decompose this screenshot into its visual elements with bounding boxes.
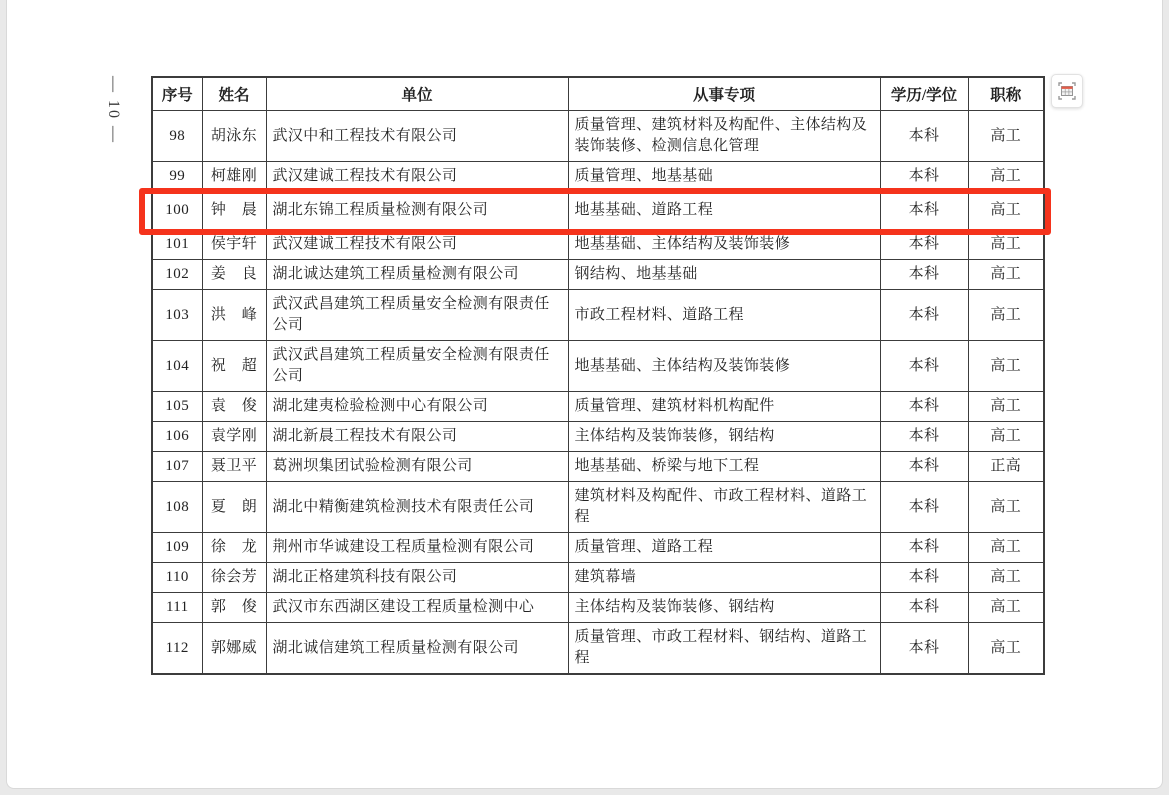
cell-person-name: 郭 俊 — [202, 593, 266, 623]
cell-organization: 武汉建诚工程技术有限公司 — [266, 230, 568, 260]
cell-organization: 湖北正格建筑科技有限公司 — [266, 563, 568, 593]
header-degree: 学历/学位 — [880, 77, 968, 111]
cell-person-name: 洪 峰 — [202, 290, 266, 341]
table-row — [152, 533, 1044, 563]
cell-organization: 湖北诚达建筑工程质量检测有限公司 — [266, 260, 568, 290]
cell-title: 高工 — [968, 290, 1044, 341]
cell-degree: 本科 — [880, 260, 968, 290]
cell-serial-number: 102 — [152, 260, 202, 290]
table-row — [152, 162, 1044, 192]
cell-person-name: 夏 朗 — [202, 482, 266, 533]
cell-specialty: 质量管理、建筑材料机构配件 — [568, 392, 880, 422]
cell-person-name: 钟 晨 — [202, 192, 266, 230]
cell-organization: 武汉武昌建筑工程质量安全检测有限责任公司 — [266, 290, 568, 341]
cell-organization: 武汉中和工程技术有限公司 — [266, 111, 568, 162]
cell-serial-number: 109 — [152, 533, 202, 563]
cell-serial-number: 104 — [152, 341, 202, 392]
personnel-table — [151, 76, 1045, 675]
cell-specialty: 钢结构、地基基础 — [568, 260, 880, 290]
cell-organization: 武汉建诚工程技术有限公司 — [266, 162, 568, 192]
cell-serial-number: 101 — [152, 230, 202, 260]
cell-specialty: 地基基础、主体结构及装饰装修 — [568, 341, 880, 392]
cell-title: 高工 — [968, 482, 1044, 533]
cell-degree: 本科 — [880, 533, 968, 563]
cell-serial-number: 107 — [152, 452, 202, 482]
cell-degree: 本科 — [880, 290, 968, 341]
cell-degree: 本科 — [880, 422, 968, 452]
cell-specialty: 质量管理、地基基础 — [568, 162, 880, 192]
cell-title: 正高 — [968, 452, 1044, 482]
table-row — [152, 290, 1044, 341]
cell-title: 高工 — [968, 392, 1044, 422]
table-selection-icon — [1056, 80, 1078, 102]
cell-serial-number: 111 — [152, 593, 202, 623]
table-header — [152, 77, 1044, 111]
cell-serial-number: 99 — [152, 162, 202, 192]
cell-specialty: 建筑幕墙 — [568, 563, 880, 593]
cell-title: 高工 — [968, 563, 1044, 593]
cell-degree: 本科 — [880, 341, 968, 392]
table-row — [152, 392, 1044, 422]
cell-serial-number: 100 — [152, 192, 202, 230]
table-body — [152, 111, 1044, 675]
cell-person-name: 袁 俊 — [202, 392, 266, 422]
cell-title: 高工 — [968, 623, 1044, 675]
cell-degree: 本科 — [880, 563, 968, 593]
table-row — [152, 192, 1044, 230]
cell-serial-number: 112 — [152, 623, 202, 675]
cell-specialty: 主体结构及装饰装修、钢结构 — [568, 593, 880, 623]
cell-organization: 武汉市东西湖区建设工程质量检测中心 — [266, 593, 568, 623]
cell-serial-number: 106 — [152, 422, 202, 452]
cell-organization: 湖北建夷检验检测中心有限公司 — [266, 392, 568, 422]
cell-organization: 荆州市华诚建设工程质量检测有限公司 — [266, 533, 568, 563]
table-row — [152, 452, 1044, 482]
table-row — [152, 111, 1044, 162]
cell-title: 高工 — [968, 260, 1044, 290]
cell-degree: 本科 — [880, 482, 968, 533]
cell-serial-number: 108 — [152, 482, 202, 533]
cell-serial-number: 103 — [152, 290, 202, 341]
table-row — [152, 623, 1044, 675]
cell-specialty: 主体结构及装饰装修，钢结构 — [568, 422, 880, 452]
cell-title: 高工 — [968, 192, 1044, 230]
cell-specialty: 地基基础、道路工程 — [568, 192, 880, 230]
header-organization: 单位 — [266, 77, 568, 111]
header-row — [152, 77, 1044, 111]
cell-title: 高工 — [968, 230, 1044, 260]
cell-person-name: 姜 良 — [202, 260, 266, 290]
cell-specialty: 质量管理、市政工程材料、钢结构、道路工程 — [568, 623, 880, 675]
cell-title: 高工 — [968, 422, 1044, 452]
table-row — [152, 563, 1044, 593]
cell-person-name: 胡泳东 — [202, 111, 266, 162]
header-name: 姓名 — [202, 77, 266, 111]
cell-degree: 本科 — [880, 111, 968, 162]
cell-person-name: 徐会芳 — [202, 563, 266, 593]
cell-degree: 本科 — [880, 452, 968, 482]
cell-title: 高工 — [968, 533, 1044, 563]
cell-degree: 本科 — [880, 593, 968, 623]
cell-person-name: 袁学刚 — [202, 422, 266, 452]
cell-degree: 本科 — [880, 392, 968, 422]
cell-person-name: 郭娜威 — [202, 623, 266, 675]
cell-person-name: 柯雄刚 — [202, 162, 266, 192]
cell-specialty: 质量管理、建筑材料及构配件、主体结构及装饰装修、检测信息化管理 — [568, 111, 880, 162]
cell-organization: 湖北东锦工程质量检测有限公司 — [266, 192, 568, 230]
cell-specialty: 质量管理、道路工程 — [568, 533, 880, 563]
cell-organization: 武汉武昌建筑工程质量安全检测有限责任公司 — [266, 341, 568, 392]
cell-title: 高工 — [968, 341, 1044, 392]
cell-specialty: 地基基础、桥梁与地下工程 — [568, 452, 880, 482]
cell-organization: 湖北诚信建筑工程质量检测有限公司 — [266, 623, 568, 675]
cell-person-name: 徐 龙 — [202, 533, 266, 563]
cell-title: 高工 — [968, 593, 1044, 623]
cell-degree: 本科 — [880, 162, 968, 192]
cell-organization: 葛洲坝集团试验检测有限公司 — [266, 452, 568, 482]
table-row — [152, 482, 1044, 533]
cell-serial-number: 98 — [152, 111, 202, 162]
cell-organization: 湖北中精衡建筑检测技术有限责任公司 — [266, 482, 568, 533]
page-number: — 10 — — [105, 76, 122, 144]
cell-person-name: 聂卫平 — [202, 452, 266, 482]
table-row — [152, 422, 1044, 452]
cell-organization: 湖北新晨工程技术有限公司 — [266, 422, 568, 452]
cell-specialty: 市政工程材料、道路工程 — [568, 290, 880, 341]
header-title: 职称 — [968, 77, 1044, 111]
cell-specialty: 地基基础、主体结构及装饰装修 — [568, 230, 880, 260]
table-row — [152, 593, 1044, 623]
document-page — [6, 0, 1163, 789]
extract-table-button[interactable] — [1051, 74, 1083, 108]
cell-person-name: 祝 超 — [202, 341, 266, 392]
header-serial-number: 序号 — [152, 77, 202, 111]
header-specialty: 从事专项 — [568, 77, 880, 111]
table-row — [152, 260, 1044, 290]
cell-serial-number: 105 — [152, 392, 202, 422]
table-row — [152, 341, 1044, 392]
cell-degree: 本科 — [880, 623, 968, 675]
cell-specialty: 建筑材料及构配件、市政工程材料、道路工程 — [568, 482, 880, 533]
table-row — [152, 230, 1044, 260]
cell-degree: 本科 — [880, 192, 968, 230]
cell-degree: 本科 — [880, 230, 968, 260]
cell-serial-number: 110 — [152, 563, 202, 593]
cell-title: 高工 — [968, 162, 1044, 192]
cell-person-name: 侯宇轩 — [202, 230, 266, 260]
cell-title: 高工 — [968, 111, 1044, 162]
